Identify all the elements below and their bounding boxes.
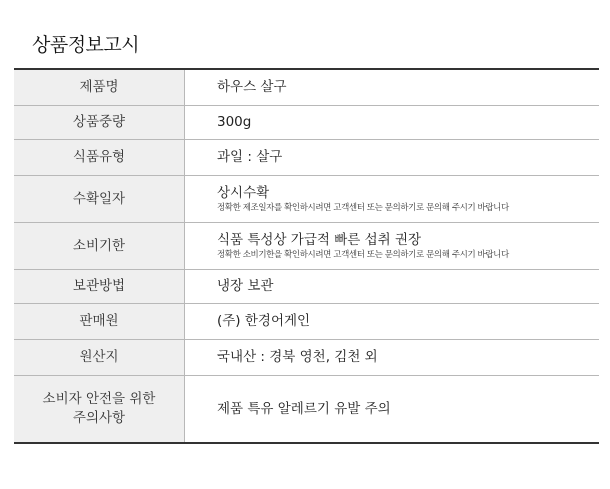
- row-label: 소비기한: [14, 223, 185, 269]
- row-value: 냉장 보관: [217, 278, 274, 294]
- row-label: 원산지: [14, 340, 185, 375]
- row-value-cell: [185, 376, 599, 442]
- row-note: 정확한 제조일자를 확인하시려면 고객센터 또는 문의하기로 문의해 주시기 바랍니다: [217, 202, 509, 213]
- row-label: 소비자 안전을 위한 주의사항: [14, 376, 185, 442]
- row-value-cell: [185, 70, 599, 105]
- row-value: (주) 한경어게인: [217, 313, 311, 329]
- row-value-cell: [185, 340, 599, 375]
- row-label: 수확일자: [14, 176, 185, 222]
- page-title: 상품정보고시: [32, 34, 140, 56]
- row-value-cell: [185, 140, 599, 175]
- row-value-cell: [185, 270, 599, 303]
- row-value-cell: [185, 176, 599, 222]
- table-row-seller: [14, 304, 599, 340]
- row-label: 식품유형: [14, 140, 185, 175]
- table-row-weight: [14, 106, 599, 140]
- row-label: 판매원: [14, 304, 185, 339]
- row-value-cell: [185, 106, 599, 139]
- row-value: 하우스 살구: [217, 79, 287, 95]
- row-label: 제품명: [14, 70, 185, 105]
- row-value: 제품 특유 알레르기 유발 주의: [217, 400, 391, 417]
- row-value: 과일 : 살구: [217, 149, 283, 165]
- row-value: 국내산 : 경북 영천, 김천 외: [217, 349, 378, 365]
- row-value-cell: [185, 223, 599, 269]
- row-label: 상품중량: [14, 106, 185, 139]
- table-row-food-type: [14, 140, 599, 176]
- row-note: 정확한 소비기한을 확인하시려면 고객센터 또는 문의하기로 문의해 주시기 바랍니다: [217, 249, 509, 260]
- row-label: 보관방법: [14, 270, 185, 303]
- table-row-expiry: [14, 223, 599, 270]
- product-info-table: [14, 68, 599, 444]
- table-row-storage: [14, 270, 599, 304]
- table-row-origin: [14, 340, 599, 376]
- row-value: 상시수확: [217, 184, 270, 201]
- row-value: 식품 특성상 가급적 빠른 섭취 권장: [217, 231, 422, 248]
- table-row-product-name: [14, 70, 599, 106]
- row-value-cell: [185, 304, 599, 339]
- table-row-safety-caution: [14, 376, 599, 442]
- row-value: 300g: [217, 114, 252, 130]
- table-row-harvest-date: [14, 176, 599, 223]
